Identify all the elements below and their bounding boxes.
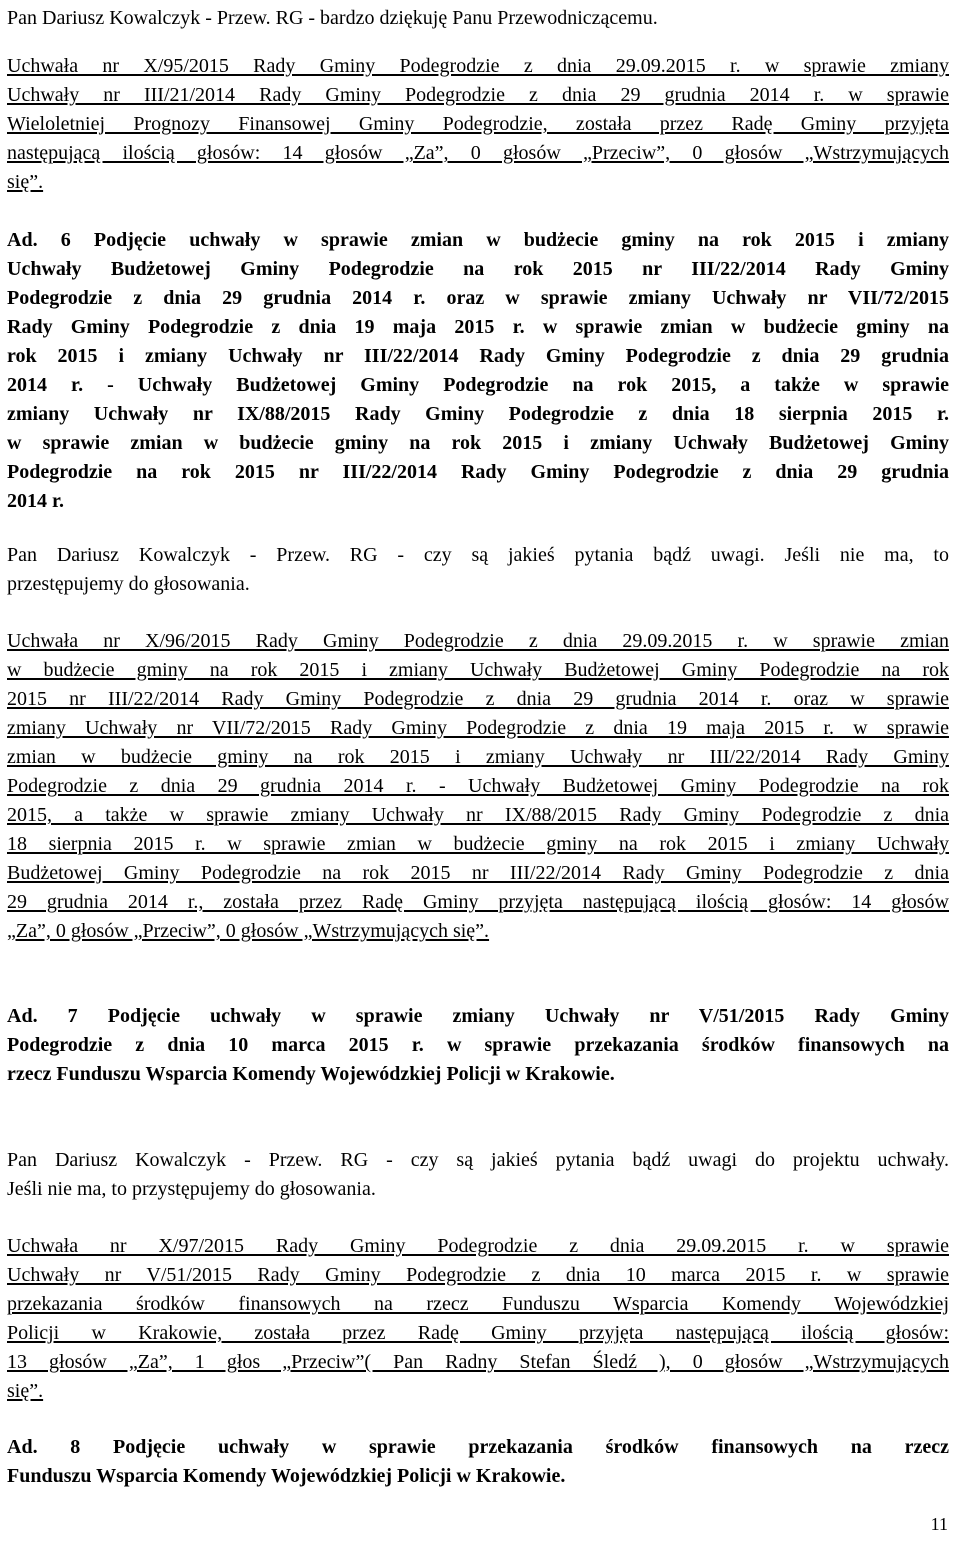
text-line: Uchwały Budżetowej Gminy Podegrodzie na rok 2015 nr III/22/2014 Rady Gminy <box>7 258 949 280</box>
text-line: Ad. 8 Podjęcie uchwały w sprawie przekazania środków finansowych na rzecz <box>7 1436 949 1458</box>
text-line: następującą ilością głosów: 14 głosów „Za”, 0 głosów „Przeciw”, 0 głosów „Wstrzymujących <box>7 142 949 164</box>
page-number: 11 <box>930 1514 948 1534</box>
text-line: Uchwały nr III/21/2014 Rady Gminy Podegrodzie z dnia 29 grudnia 2014 r. w sprawie <box>7 84 949 106</box>
resolution-95-paragraph <box>7 52 949 197</box>
text-line: 2014 r. <box>7 490 65 512</box>
text-line: Uchwała nr X/97/2015 Rady Gminy Podegrodzie z dnia 29.09.2015 r. w sprawie <box>7 1235 949 1257</box>
text-line: Pan Dariusz Kowalczyk - Przew. RG - czy są jakieś pytania bądź uwagi. Jeśli nie ma, to <box>7 544 949 566</box>
text-line: Policji w Krakowie, została przez Radę Gminy przyjęta następującą ilością głosów: <box>7 1322 949 1344</box>
text-line: rok 2015 i zmiany Uchwały nr III/22/2014 Rady Gminy Podegrodzie z dnia 29 grudnia <box>7 345 949 367</box>
agenda-item-8-heading <box>7 1433 949 1491</box>
text-line: Uchwała nr X/95/2015 Rady Gminy Podegrodzie z dnia 29.09.2015 r. w sprawie zmiany <box>7 55 949 77</box>
text-line: Ad. 7 Podjęcie uchwały w sprawie zmiany Uchwały nr V/51/2015 Rady Gminy <box>7 1005 949 1027</box>
text-line: 29 grudnia 2014 r., została przez Radę Gminy przyjęta następującą ilością głosów: 14 głosów <box>7 891 949 913</box>
text-line: w budżecie gminy na rok 2015 i zmiany Uchwały Budżetowej Gminy Podegrodzie na rok <box>7 659 949 681</box>
text-line: 2015, a także w sprawie zmiany Uchwały nr IX/88/2015 Rady Gminy Podegrodzie z dnia <box>7 804 949 826</box>
text-line: 18 sierpnia 2015 r. w sprawie zmian w budżecie gminy na rok 2015 i zmiany Uchwały <box>7 833 949 855</box>
speaker-question-paragraph-2 <box>7 1146 949 1204</box>
text-line: Uchwały nr V/51/2015 Rady Gminy Podegrodzie z dnia 10 marca 2015 r. w sprawie <box>7 1264 949 1286</box>
text-line: Podegrodzie z dnia 29 grudnia 2014 r. oraz w sprawie zmiany Uchwały nr VII/72/2015 <box>7 287 949 309</box>
text-line: zmiany Uchwały nr VII/72/2015 Rady Gminy Podegrodzie z dnia 19 maja 2015 r. w sprawie <box>7 717 949 739</box>
text-line: „Za”, 0 głosów „Przeciw”, 0 głosów „Wstrzymujących się”. <box>7 920 490 942</box>
text-line: się”. <box>7 1380 44 1402</box>
text-line: zmiany Uchwały nr IX/88/2015 Rady Gminy Podegrodzie z dnia 18 sierpnia 2015 r. <box>7 403 949 425</box>
text-line: Jeśli nie ma, to przystępujemy do głosowania. <box>7 1178 376 1200</box>
text-line: Pan Dariusz Kowalczyk - Przew. RG - czy są jakieś pytania bądź uwagi do projektu uchwały. <box>7 1149 949 1171</box>
text-line: Wieloletniej Prognozy Finansowej Gminy Podegrodzie, została przez Radę Gminy przyjęta <box>7 113 949 135</box>
text-line: Podegrodzie na rok 2015 nr III/22/2014 Rady Gminy Podegrodzie z dnia 29 grudnia <box>7 461 949 483</box>
text-line: Ad. 6 Podjęcie uchwały w sprawie zmian w budżecie gminy na rok 2015 i zmiany <box>7 229 949 251</box>
text-line: 2015 nr III/22/2014 Rady Gminy Podegrodzie z dnia 29 grudnia 2014 r. oraz w sprawie <box>7 688 949 710</box>
resolution-96-paragraph <box>7 627 949 946</box>
agenda-item-6-heading <box>7 226 949 516</box>
text-line: 13 głosów „Za”, 1 głos „Przeciw”( Pan Radny Stefan Śledź ), 0 głosów „Wstrzymujących <box>7 1351 949 1373</box>
text-line: Funduszu Wsparcia Komendy Wojewódzkiej Policji w Krakowie. <box>7 1465 566 1487</box>
text-line: Uchwała nr X/96/2015 Rady Gminy Podegrodzie z dnia 29.09.2015 r. w sprawie zmian <box>7 630 949 652</box>
text-line: Podegrodzie z dnia 10 marca 2015 r. w sprawie przekazania środków finansowych na <box>7 1034 949 1056</box>
text-line: 2014 r. - Uchwały Budżetowej Gminy Podegrodzie na rok 2015, a także w sprawie <box>7 374 949 396</box>
text-line: rzecz Funduszu Wsparcia Komendy Wojewódzkiej Policji w Krakowie. <box>7 1063 615 1085</box>
text-line: Pan Dariusz Kowalczyk - Przew. RG - bardzo dziękuję Panu Przewodniczącemu. <box>7 7 658 29</box>
text-line: się”. <box>7 171 44 193</box>
speaker-thanks-paragraph <box>7 4 949 33</box>
speaker-question-paragraph <box>7 541 949 599</box>
text-line: Rady Gminy Podegrodzie z dnia 19 maja 2015 r. w sprawie zmian w budżecie gminy na <box>7 316 949 338</box>
text-line: przestępujemy do głosowania. <box>7 573 250 595</box>
agenda-item-7-heading <box>7 1002 949 1089</box>
text-line: przekazania środków finansowych na rzecz Funduszu Wsparcia Komendy Wojewódzkiej <box>7 1293 949 1315</box>
text-line: zmian w budżecie gminy na rok 2015 i zmiany Uchwały nr III/22/2014 Rady Gminy <box>7 746 949 768</box>
text-line: w sprawie zmian w budżecie gminy na rok 2015 i zmiany Uchwały Budżetowej Gminy <box>7 432 949 454</box>
resolution-97-paragraph <box>7 1232 949 1406</box>
text-line: Podegrodzie z dnia 29 grudnia 2014 r. - Uchwały Budżetowej Gminy Podegrodzie na rok <box>7 775 949 797</box>
text-line: Budżetowej Gminy Podegrodzie na rok 2015 nr III/22/2014 Rady Gminy Podegrodzie z dnia <box>7 862 949 884</box>
